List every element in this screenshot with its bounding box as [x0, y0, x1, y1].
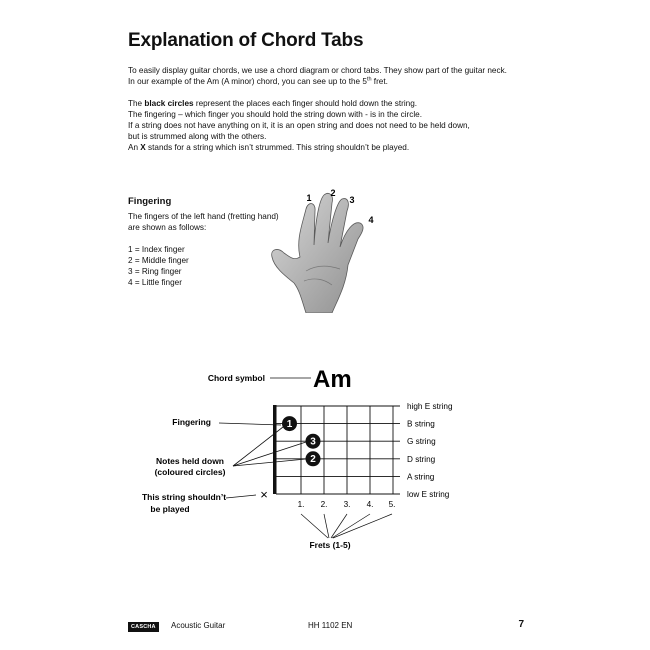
fret-number-2: 2. — [320, 500, 328, 509]
hand-number-4: 4 — [368, 215, 374, 225]
fingering-line: The fingering – which finger you should hold the string down with - is in the circle. — [128, 110, 422, 119]
footer-product: Acoustic Guitar — [171, 621, 226, 630]
finger-item-1: 1 = Index finger — [128, 245, 185, 254]
footer-code: HH 1102 EN — [308, 621, 353, 630]
finger-dot-2-label: 2 — [310, 454, 316, 466]
x-prefix: An — [128, 143, 141, 152]
string-label-d: D string — [407, 454, 436, 464]
chord-name: Am — [313, 366, 352, 393]
fingering-label: Fingering — [172, 417, 211, 427]
finger-dot-3-label: 3 — [310, 436, 316, 448]
fingering-pointer — [219, 423, 281, 425]
string-label-low-e: low E string — [407, 490, 450, 499]
x-bold: X — [140, 143, 146, 152]
x-suffix: stands for a string which isn’t strummed. This string shouldn’t be played. — [145, 143, 410, 152]
muted-x-icon: × — [260, 487, 268, 502]
string-label-b: B string — [407, 419, 435, 429]
muted-label-line-1: This string shouldn’t — [141, 492, 227, 502]
string-label-g: G string — [407, 437, 436, 447]
fret-number-3: 3. — [343, 500, 351, 509]
fret-number-5: 5. — [388, 500, 396, 509]
fingering-desc-2: are shown as follows: — [128, 223, 207, 232]
footer — [128, 620, 524, 634]
hand-number-1: 1 — [306, 193, 312, 203]
notes-label-line-1: Notes held down — [156, 456, 224, 466]
brand-logo: CASCHA — [128, 622, 159, 632]
finger-dot-1-label: 1 — [286, 419, 293, 430]
circles-suffix: represent the places each finger should hold down the string. — [193, 99, 418, 108]
circles-bold: black circles — [144, 99, 194, 108]
page-number: 7 — [518, 619, 524, 630]
hand-number-3: 3 — [349, 195, 355, 205]
string-label-a: A string — [407, 472, 435, 482]
intro-line-2-prefix: In our example of the Am (A minor) chord, you can see up to the 5 — [128, 77, 367, 86]
muted-pointer — [226, 495, 256, 498]
frets-pointers — [301, 514, 392, 538]
fret-numbers — [298, 500, 396, 509]
string-label-high-e: high E string — [407, 402, 453, 411]
notes-label-line-2: (coloured circles) — [154, 467, 226, 477]
fingering-heading: Fingering — [128, 196, 172, 207]
open-line-2: but is strummed along with the others. — [128, 132, 267, 141]
muted-label-line-2: be played — [150, 504, 190, 514]
chord-symbol-label: Chord symbol — [207, 373, 265, 383]
page-title: Explanation of Chord Tabs — [128, 30, 364, 51]
open-line-1: If a string does not have anything on it, it is an open string and does not need to be held down, — [128, 121, 470, 130]
nut — [273, 405, 277, 494]
intro-line-2-sup: th — [366, 76, 372, 83]
finger-item-4: 4 = Little finger — [128, 278, 182, 287]
fingering-desc-1: The fingers of the left hand (fretting hand) — [128, 212, 279, 221]
intro-line-2-suffix: fret. — [371, 77, 388, 86]
finger-item-2: 2 = Middle finger — [128, 256, 189, 265]
fret-number-4: 4. — [366, 500, 374, 509]
fret-number-1: 1. — [297, 500, 305, 509]
frets-label: Frets (1-5) — [309, 540, 351, 550]
string-labels — [407, 402, 453, 499]
hand-number-2: 2 — [330, 188, 336, 198]
circles-prefix: The — [128, 99, 145, 108]
finger-item-3: 3 = Ring finger — [128, 267, 182, 276]
intro-line-1: To easily display guitar chords, we use a chord diagram or chord tabs. They show part of the guitar neck. — [128, 66, 507, 75]
